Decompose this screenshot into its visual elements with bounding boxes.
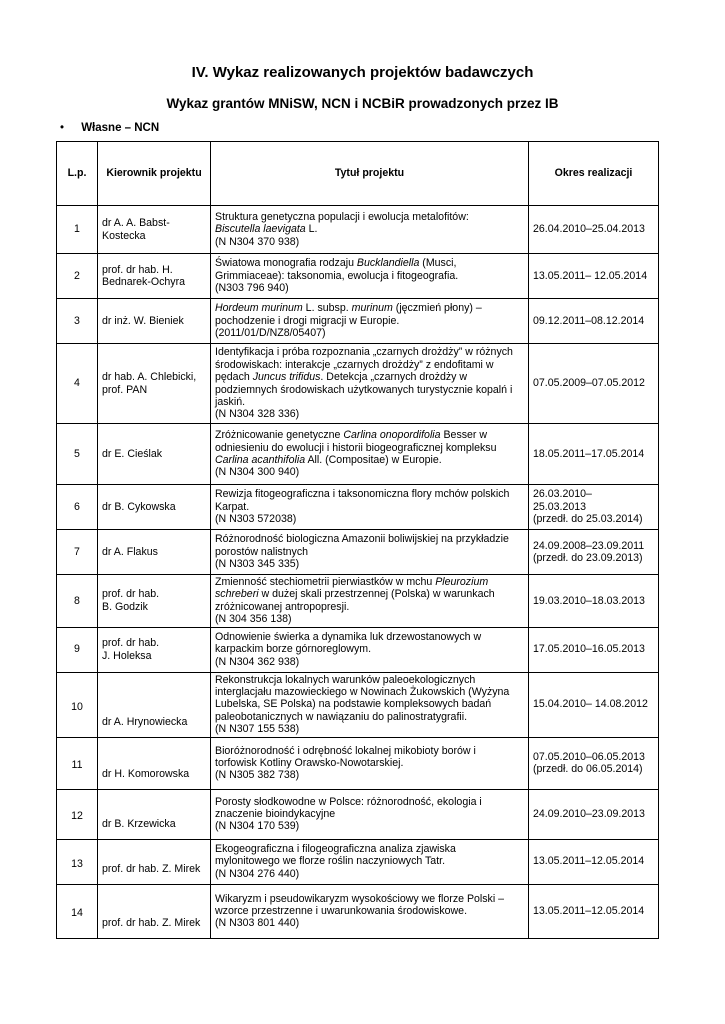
cell-kierownik: dr inż. W. Bieniek xyxy=(98,299,211,344)
table-row xyxy=(57,672,659,737)
cell-tytul xyxy=(211,627,529,672)
title-segment: Rewizja fitogeograficzna i taksonomiczna flory mchów polskich Karpat. (N N303 572038) xyxy=(215,488,510,526)
cell-tytul xyxy=(211,344,529,424)
table-row xyxy=(57,424,659,485)
table-row xyxy=(57,839,659,884)
title-segment: . Detekcja „czarnych drożdży w podziemnych środowiskach użytkowanych turystycznie kopalń i jaskiń. (N N304 328 336) xyxy=(215,371,513,421)
cell-lp: 13 xyxy=(57,839,98,884)
section-label: Własne – NCN xyxy=(81,122,160,134)
cell-tytul xyxy=(211,424,529,485)
cell-lp: 9 xyxy=(57,627,98,672)
cell-okres: 13.05.2011– 12.05.2014 xyxy=(529,254,659,299)
cell-tytul xyxy=(211,530,529,575)
cell-kierownik: prof. dr hab. B. Godzik xyxy=(98,575,211,628)
cell-okres: 26.04.2010–25.04.2013 xyxy=(529,206,659,254)
title-segment: Rekonstrukcja lokalnych warunków paleoekologicznych interglacjału mazowieckiego w Nowinach Żukowskich (Wyżyna Lubelska, SE Polska) na podstawie kompleksowych badań paleobotanicznych w nawiązaniu do palinostratygrafii. (N N307 155 538) xyxy=(215,673,510,736)
title-segment: (jęczmień płony) – pochodzenie i drogi migracji w Europie. (2011/01/D/NZ8/05407) xyxy=(215,302,482,340)
cell-tytul xyxy=(211,206,529,254)
title-segment: Zróżnicowanie genetyczne xyxy=(215,429,344,442)
table-row xyxy=(57,206,659,254)
cell-lp: 2 xyxy=(57,254,98,299)
cell-lp: 7 xyxy=(57,530,98,575)
cell-lp: 8 xyxy=(57,575,98,628)
cell-kierownik: dr B. Krzewicka xyxy=(98,789,211,839)
title-segment: Wikaryzm i pseudowikaryzm wysokościowy we florze Polski – wzorce przestrzenne i uwarunkowania środowiskowe. (N N303 801 440) xyxy=(215,892,505,930)
table-row xyxy=(57,254,659,299)
cell-okres: 07.05.2009–07.05.2012 xyxy=(529,344,659,424)
cell-lp: 10 xyxy=(57,672,98,737)
page-title: IV. Wykaz realizowanych projektów badawczych xyxy=(191,64,534,81)
title-segment: Odnowienie świerka a dynamika luk drzewostanowych w karpackim borze górnoreglowym. (N N304 362 938) xyxy=(215,631,482,668)
cell-tytul xyxy=(211,485,529,530)
cell-okres: 19.03.2010–18.03.2013 xyxy=(529,575,659,628)
cell-kierownik: dr A. Hrynowiecka xyxy=(98,672,211,737)
cell-kierownik: dr H. Komorowska xyxy=(98,737,211,789)
table-row xyxy=(57,884,659,938)
table-row xyxy=(57,344,659,424)
table-row xyxy=(57,485,659,530)
cell-okres: 13.05.2011–12.05.2014 xyxy=(529,884,659,938)
table-row xyxy=(57,737,659,789)
table-row xyxy=(57,627,659,672)
title-segment: Światowa monografia rodzaju xyxy=(215,257,357,270)
header-kierownik: Kierownik projektu xyxy=(98,142,211,206)
title-segment: Identyfikacja i próba rozpoznania „czarnych drożdży” w różnych środowiskach: interakcje „czarnych drożdży” z endofitami w pędach xyxy=(215,346,513,384)
cell-okres: 13.05.2011–12.05.2014 xyxy=(529,839,659,884)
title-segment: Porosty słodkowodne w Polsce: różnorodność, ekologia i znaczenie bioindykacyjne (N N304 170 539) xyxy=(215,795,482,833)
title-segment: Ekogeograficzna i filogeograficzna analiza zjawiska mylonitowego we florze roślin naczyniowych Tatr. (N N304 276 440) xyxy=(215,843,456,880)
table-row xyxy=(57,299,659,344)
cell-okres: 09.12.2011–08.12.2014 xyxy=(529,299,659,344)
title-italic-segment: Juncus trifidus xyxy=(252,371,321,384)
bullet-icon: • xyxy=(60,122,65,134)
title-italic-segment: Carlina onopordifolia xyxy=(343,429,441,442)
table-row xyxy=(57,789,659,839)
cell-okres: 26.03.2010– 25.03.2013 (przedł. do 25.03.2014) xyxy=(529,485,659,530)
title-segment: w dużej skali przestrzennej (Polska) w warunkach zróżnicowanej antropopresji. (N 304 356 138) xyxy=(215,588,495,626)
cell-tytul xyxy=(211,672,529,737)
title-italic-segment: murinum xyxy=(351,302,393,315)
cell-okres: 07.05.2010–06.05.2013 (przedł. do 06.05.2014) xyxy=(529,737,659,789)
title-segment: L. (N N304 370 938) xyxy=(215,223,318,248)
cell-okres: 17.05.2010–16.05.2013 xyxy=(529,627,659,672)
cell-kierownik: dr B. Cykowska xyxy=(98,485,211,530)
cell-kierownik: prof. dr hab. Z. Mirek xyxy=(98,839,211,884)
grants-table xyxy=(56,141,659,939)
cell-lp: 12 xyxy=(57,789,98,839)
cell-kierownik: prof. dr hab. J. Holeksa xyxy=(98,627,211,672)
title-segment: Besser w odniesieniu do ewolucji i historii biogeograficznej kompleksu xyxy=(215,429,497,454)
title-italic-segment: Carlina acanthifolia xyxy=(215,454,306,466)
table-row xyxy=(57,530,659,575)
title-italic-segment: Biscutella laevigata xyxy=(215,223,306,236)
section-heading xyxy=(60,122,159,134)
table-header-row xyxy=(57,142,659,206)
cell-okres: 18.05.2011–17.05.2014 xyxy=(529,424,659,485)
cell-kierownik: dr A. Flakus xyxy=(98,530,211,575)
cell-lp: 3 xyxy=(57,299,98,344)
cell-tytul xyxy=(211,254,529,299)
cell-tytul xyxy=(211,884,529,938)
cell-okres: 15.04.2010– 14.08.2012 xyxy=(529,672,659,737)
title-segment: Struktura genetyczna populacji i ewolucja metalofitów: xyxy=(215,210,469,223)
cell-lp: 11 xyxy=(57,737,98,789)
title-italic-segment: Pleurozium schreberi xyxy=(215,576,489,601)
table-body xyxy=(57,206,659,939)
header-lp: L.p. xyxy=(57,142,98,206)
header-tytul: Tytuł projektu xyxy=(211,142,529,206)
cell-okres: 24.09.2010–23.09.2013 xyxy=(529,789,659,839)
cell-okres: 24.09.2008–23.09.2011 (przedł. do 23.09.2013) xyxy=(529,530,659,575)
cell-lp: 5 xyxy=(57,424,98,485)
cell-lp: 4 xyxy=(57,344,98,424)
title-segment: Zmienność stechiometrii pierwiastków w mchu xyxy=(215,576,436,588)
cell-kierownik: prof. dr hab. Z. Mirek xyxy=(98,884,211,938)
cell-lp: 6 xyxy=(57,485,98,530)
cell-tytul xyxy=(211,299,529,344)
title-segment: All. (Compositae) w Europie. (N N304 300 940) xyxy=(215,454,442,479)
cell-lp: 14 xyxy=(57,884,98,938)
cell-tytul xyxy=(211,839,529,884)
cell-tytul xyxy=(211,575,529,628)
page-subtitle: Wykaz grantów MNiSW, NCN i NCBiR prowadzonych przez IB xyxy=(166,96,559,111)
cell-tytul xyxy=(211,789,529,839)
header-okres: Okres realizacji xyxy=(529,142,659,206)
title-segment: L. subsp. xyxy=(302,302,352,315)
title-segment: Różnorodność biologiczna Amazonii boliwijskiej na przykładzie porostów nalistnych (N N303 345 335) xyxy=(215,533,509,571)
cell-kierownik: dr A. A. Babst- Kostecka xyxy=(98,206,211,254)
title-segment: Bioróżnorodność i odrębność lokalnej mikobioty borów i torfowisk Kotliny Orawsko-Nowotarskiej. (N N305 382 738) xyxy=(215,744,476,782)
cell-lp: 1 xyxy=(57,206,98,254)
title-italic-segment: Hordeum murinum xyxy=(215,302,303,315)
table-row xyxy=(57,575,659,628)
title-segment: (Musci, Grimmiaceae): taksonomia, ewolucja i fitogeografia. (N303 796 940) xyxy=(215,257,459,295)
cell-tytul xyxy=(211,737,529,789)
title-italic-segment: Bucklandiella xyxy=(356,257,420,270)
cell-kierownik: dr E. Cieślak xyxy=(98,424,211,485)
cell-kierownik: dr hab. A. Chlebicki, prof. PAN xyxy=(98,344,211,424)
cell-kierownik: prof. dr hab. H. Bednarek-Ochyra xyxy=(98,254,211,299)
